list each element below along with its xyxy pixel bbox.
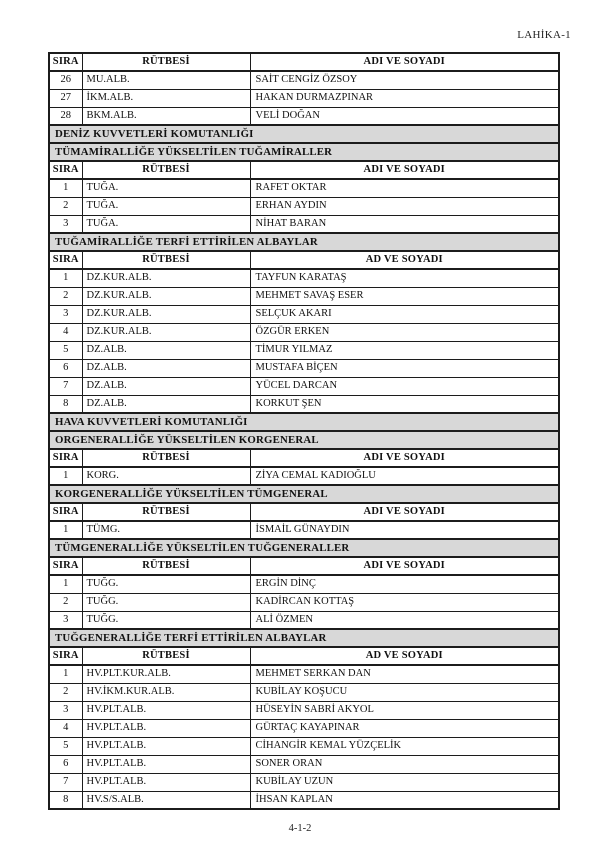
column-header-adsoyad: ADI VE SOYADI (250, 53, 559, 71)
column-header-sira: SIRA (49, 449, 82, 467)
row-number-cell: 2 (49, 287, 82, 305)
table-row (49, 611, 559, 629)
row-number-cell: 3 (49, 611, 82, 629)
name-cell: İHSAN KAPLAN (250, 791, 559, 809)
section-header-label: TÜMAMİRALLİĞE YÜKSELTİLEN TUĞAMİRALLER (49, 143, 559, 161)
column-header-row (49, 161, 559, 179)
promotion-table (48, 52, 560, 810)
row-number-cell: 7 (49, 773, 82, 791)
column-header-rutbesi: RÜTBESİ (82, 557, 250, 575)
rank-cell: TUĞG. (82, 593, 250, 611)
name-cell: YÜCEL DARCAN (250, 377, 559, 395)
name-cell: KADİRCAN KOTTAŞ (250, 593, 559, 611)
rank-cell: DZ.KUR.ALB. (82, 323, 250, 341)
column-header-row (49, 449, 559, 467)
rank-cell: DZ.KUR.ALB. (82, 269, 250, 287)
table-row (49, 197, 559, 215)
column-header-adsoyad: AD VE SOYADI (250, 251, 559, 269)
table-row (49, 791, 559, 809)
row-number-cell: 3 (49, 215, 82, 233)
page-number: 4-1-2 (288, 823, 312, 834)
name-cell: KUBİLAY UZUN (250, 773, 559, 791)
table-row (49, 359, 559, 377)
column-header-rutbesi: RÜTBESİ (82, 161, 250, 179)
column-header-sira: SIRA (49, 647, 82, 665)
section-header-row (49, 629, 559, 647)
rank-cell: KORG. (82, 467, 250, 485)
name-cell: RAFET OKTAR (250, 179, 559, 197)
column-header-row (49, 557, 559, 575)
name-cell: KORKUT ŞEN (250, 395, 559, 413)
name-cell: SONER ORAN (250, 755, 559, 773)
row-number-cell: 5 (49, 737, 82, 755)
column-header-row (49, 53, 559, 71)
rank-cell: HV.İKM.KUR.ALB. (82, 683, 250, 701)
column-header-adsoyad: ADI VE SOYADI (250, 557, 559, 575)
rank-cell: HV.PLT.ALB. (82, 737, 250, 755)
row-number-cell: 26 (49, 71, 82, 89)
row-number-cell: 7 (49, 377, 82, 395)
rank-cell: DZ.ALB. (82, 377, 250, 395)
rank-cell: TUĞA. (82, 215, 250, 233)
table-row (49, 755, 559, 773)
name-cell: GÜRTAÇ KAYAPINAR (250, 719, 559, 737)
name-cell: MEHMET SAVAŞ ESER (250, 287, 559, 305)
name-cell: VELİ DOĞAN (250, 107, 559, 125)
row-number-cell: 8 (49, 395, 82, 413)
section-header-label: TÜMGENERALLİĞE YÜKSELTİLEN TUĞGENERALLER (49, 539, 559, 557)
table-row (49, 377, 559, 395)
table-row (49, 575, 559, 593)
column-header-row (49, 503, 559, 521)
promotion-table-body (49, 53, 559, 809)
row-number-cell: 2 (49, 197, 82, 215)
name-cell: NİHAT BARAN (250, 215, 559, 233)
table-row (49, 701, 559, 719)
row-number-cell: 3 (49, 305, 82, 323)
rank-cell: MU.ALB. (82, 71, 250, 89)
table-row (49, 395, 559, 413)
rank-cell: HV.PLT.ALB. (82, 719, 250, 737)
column-header-rutbesi: RÜTBESİ (82, 53, 250, 71)
row-number-cell: 6 (49, 755, 82, 773)
table-row (49, 107, 559, 125)
table-row (49, 305, 559, 323)
row-number-cell: 1 (49, 179, 82, 197)
rank-cell: TUĞA. (82, 179, 250, 197)
column-header-rutbesi: RÜTBESİ (82, 251, 250, 269)
rank-cell: HV.PLT.KUR.ALB. (82, 665, 250, 683)
annex-label: LAHİKA-1 (517, 29, 571, 41)
row-number-cell: 4 (49, 719, 82, 737)
name-cell: HAKAN DURMAZPINAR (250, 89, 559, 107)
section-header-label: KORGENERALLİĞE YÜKSELTİLEN TÜMGENERAL (49, 485, 559, 503)
rank-cell: HV.S/S.ALB. (82, 791, 250, 809)
rank-cell: DZ.KUR.ALB. (82, 305, 250, 323)
rank-cell: DZ.ALB. (82, 359, 250, 377)
rank-cell: HV.PLT.ALB. (82, 755, 250, 773)
column-header-adsoyad: ADI VE SOYADI (250, 503, 559, 521)
table-row (49, 269, 559, 287)
name-cell: ERHAN AYDIN (250, 197, 559, 215)
section-header-row (49, 413, 559, 431)
rank-cell: HV.PLT.ALB. (82, 701, 250, 719)
name-cell: ALİ ÖZMEN (250, 611, 559, 629)
rank-cell: DZ.ALB. (82, 341, 250, 359)
name-cell: SELÇUK AKARI (250, 305, 559, 323)
name-cell: SAİT CENGİZ ÖZSOY (250, 71, 559, 89)
table-row (49, 719, 559, 737)
row-number-cell: 2 (49, 593, 82, 611)
rank-cell: TÜMG. (82, 521, 250, 539)
table-row (49, 89, 559, 107)
column-header-sira: SIRA (49, 251, 82, 269)
table-row (49, 467, 559, 485)
row-number-cell: 1 (49, 575, 82, 593)
section-header-label: DENİZ KUVVETLERİ KOMUTANLIĞI (49, 125, 559, 143)
column-header-rutbesi: RÜTBESİ (82, 449, 250, 467)
section-header-row (49, 233, 559, 251)
column-header-row (49, 647, 559, 665)
table-row (49, 665, 559, 683)
row-number-cell: 6 (49, 359, 82, 377)
row-number-cell: 1 (49, 269, 82, 287)
name-cell: MUSTAFA BİÇEN (250, 359, 559, 377)
rank-cell: BKM.ALB. (82, 107, 250, 125)
table-row (49, 179, 559, 197)
name-cell: CİHANGİR KEMAL YÜZÇELİK (250, 737, 559, 755)
name-cell: MEHMET SERKAN DAN (250, 665, 559, 683)
row-number-cell: 1 (49, 467, 82, 485)
section-header-row (49, 143, 559, 161)
column-header-row (49, 251, 559, 269)
column-header-rutbesi: RÜTBESİ (82, 503, 250, 521)
name-cell: İSMAİL GÜNAYDIN (250, 521, 559, 539)
name-cell: ZİYA CEMAL KADIOĞLU (250, 467, 559, 485)
section-header-row (49, 431, 559, 449)
table-row (49, 71, 559, 89)
name-cell: ERGİN DİNÇ (250, 575, 559, 593)
section-header-label: ORGENERALLİĞE YÜKSELTİLEN KORGENERAL (49, 431, 559, 449)
table-row (49, 773, 559, 791)
name-cell: HÜSEYİN SABRİ AKYOL (250, 701, 559, 719)
column-header-adsoyad: ADI VE SOYADI (250, 161, 559, 179)
section-header-label: HAVA KUVVETLERİ KOMUTANLIĞI (49, 413, 559, 431)
section-header-row (49, 539, 559, 557)
column-header-sira: SIRA (49, 53, 82, 71)
column-header-rutbesi: RÜTBESİ (82, 647, 250, 665)
row-number-cell: 8 (49, 791, 82, 809)
table-row (49, 521, 559, 539)
name-cell: ÖZGÜR ERKEN (250, 323, 559, 341)
section-header-row (49, 485, 559, 503)
column-header-adsoyad: ADI VE SOYADI (250, 449, 559, 467)
row-number-cell: 4 (49, 323, 82, 341)
row-number-cell: 27 (49, 89, 82, 107)
rank-cell: İKM.ALB. (82, 89, 250, 107)
rank-cell: HV.PLT.ALB. (82, 773, 250, 791)
rank-cell: TUĞG. (82, 611, 250, 629)
table-row (49, 215, 559, 233)
name-cell: KUBİLAY KOŞUCU (250, 683, 559, 701)
table-row (49, 323, 559, 341)
table-row (49, 287, 559, 305)
rank-cell: DZ.KUR.ALB. (82, 287, 250, 305)
column-header-sira: SIRA (49, 557, 82, 575)
section-header-label: TUĞAMİRALLİĞE TERFİ ETTİRİLEN ALBAYLAR (49, 233, 559, 251)
rank-cell: TUĞG. (82, 575, 250, 593)
rank-cell: TUĞA. (82, 197, 250, 215)
table-row (49, 737, 559, 755)
column-header-sira: SIRA (49, 161, 82, 179)
rank-cell: DZ.ALB. (82, 395, 250, 413)
column-header-sira: SIRA (49, 503, 82, 521)
name-cell: TİMUR YILMAZ (250, 341, 559, 359)
row-number-cell: 5 (49, 341, 82, 359)
row-number-cell: 1 (49, 521, 82, 539)
name-cell: TAYFUN KARATAŞ (250, 269, 559, 287)
table-row (49, 683, 559, 701)
row-number-cell: 3 (49, 701, 82, 719)
table-row (49, 341, 559, 359)
row-number-cell: 2 (49, 683, 82, 701)
row-number-cell: 28 (49, 107, 82, 125)
row-number-cell: 1 (49, 665, 82, 683)
section-header-label: TUĞGENERALLİĞE TERFİ ETTİRİLEN ALBAYLAR (49, 629, 559, 647)
column-header-adsoyad: AD VE SOYADI (250, 647, 559, 665)
section-header-row (49, 125, 559, 143)
table-row (49, 593, 559, 611)
